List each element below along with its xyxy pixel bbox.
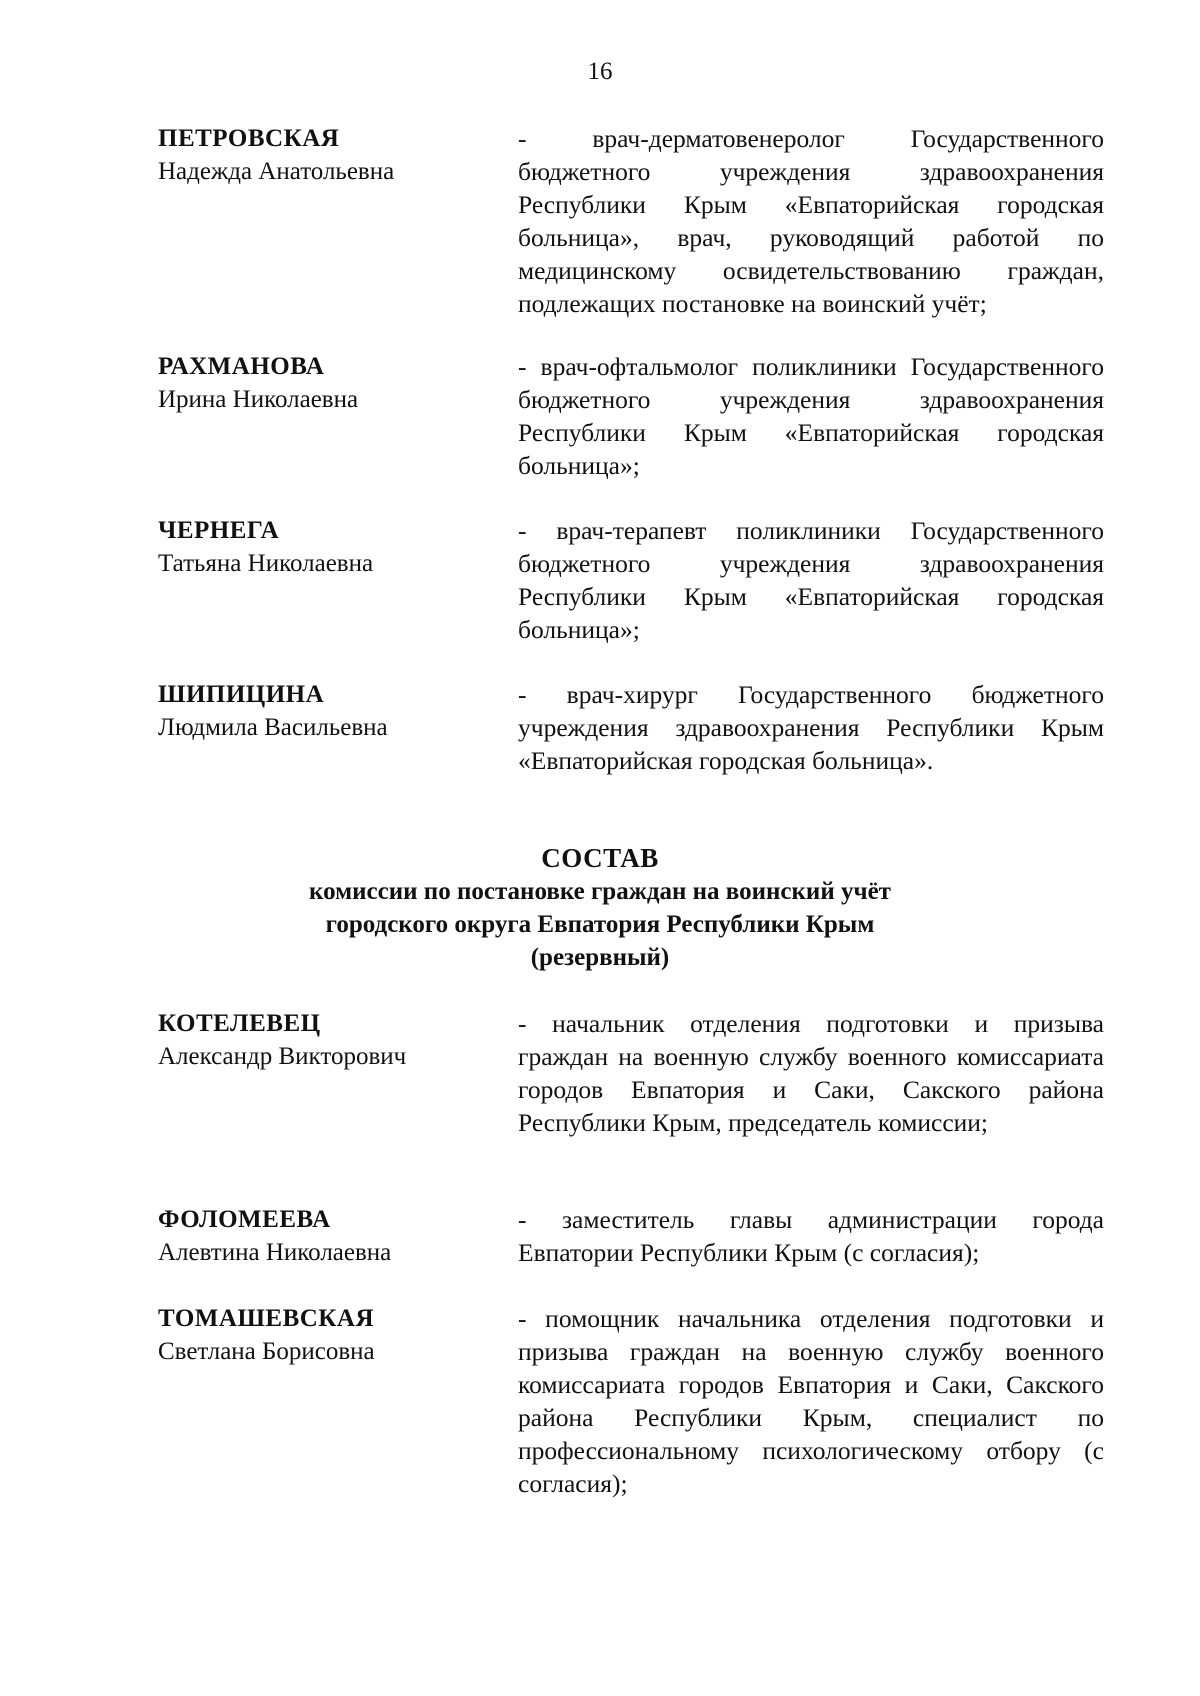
member-given-name: Ирина Николаевна — [158, 386, 359, 413]
member-role: - врач-дерматовенеролог Государственного бюджетного учреждения здравоохранения Республики Крым «Евпаторийская городская больница», врач, руководящий работой по медицинскому освидетельствованию граждан, подлежащих постановке на воинский учёт; — [518, 124, 1104, 318]
member-name — [158, 514, 518, 580]
member-given-name: Татьяна Николаевна — [158, 550, 374, 577]
member-role: - помощник начальника отделения подготовки и призыва граждан на военную службу военного комиссариата городов Евпатория и Саки, Сакского района Республики Крым, специалист по профессиональному психологическому отбору (с согласия); — [518, 1304, 1104, 1498]
member-name — [158, 350, 518, 416]
member-given-name: Алевтина Николаевна — [158, 1239, 392, 1266]
member-name — [158, 1007, 518, 1073]
member-role: - начальник отделения подготовки и призыва граждан на военную службу военного комиссариата городов Евпатория и Саки, Сакского района Республики Крым, председатель комиссии; — [518, 1009, 1104, 1137]
member-surname: КОТЕЛЕВЕЦ — [158, 1010, 321, 1037]
member-name — [158, 678, 518, 744]
member-surname: ШИПИЦИНА — [158, 681, 325, 708]
member-name — [158, 122, 518, 188]
member-surname: ФОЛОМЕЕВА — [158, 1206, 331, 1233]
member-surname: ЧЕРНЕГА — [158, 517, 280, 544]
member-surname: ТОМАШЕВСКАЯ — [158, 1305, 375, 1332]
member-given-name: Александр Викторович — [158, 1043, 407, 1070]
section-subtitle-line-1: комиссии по постановке граждан на воинский учёт — [309, 878, 891, 905]
member-role: - врач-хирург Государственного бюджетного учреждения здравоохранения Республики Крым «Евпаторийская городская больница». — [518, 680, 1104, 775]
section-subtitle-line-3: (резервный) — [530, 944, 670, 971]
member-surname: РАХМАНОВА — [158, 353, 325, 380]
member-given-name: Надежда Анатольевна — [158, 158, 395, 185]
section-heading — [0, 842, 1200, 974]
member-role: - врач-офтальмолог поликлиники Государственного бюджетного учреждения здравоохранения Республики Крым «Евпаторийская городская больница»; — [518, 352, 1104, 480]
member-name — [158, 1203, 518, 1269]
page-number: 16 — [587, 58, 613, 85]
member-given-name: Людмила Васильевна — [158, 714, 388, 741]
member-given-name: Светлана Борисовна — [158, 1338, 375, 1365]
member-role: - врач-терапевт поликлиники Государственного бюджетного учреждения здравоохранения Республики Крым «Евпаторийская городская больница»; — [518, 516, 1104, 644]
member-role: - заместитель главы администрации города Евпатории Республики Крым (с согласия); — [518, 1205, 1104, 1267]
section-title: СОСТАВ — [541, 843, 659, 873]
member-surname: ПЕТРОВСКАЯ — [158, 125, 340, 152]
section-subtitle-line-2: городского округа Евпатория Республики Крым — [325, 911, 875, 938]
member-name — [158, 1302, 518, 1368]
